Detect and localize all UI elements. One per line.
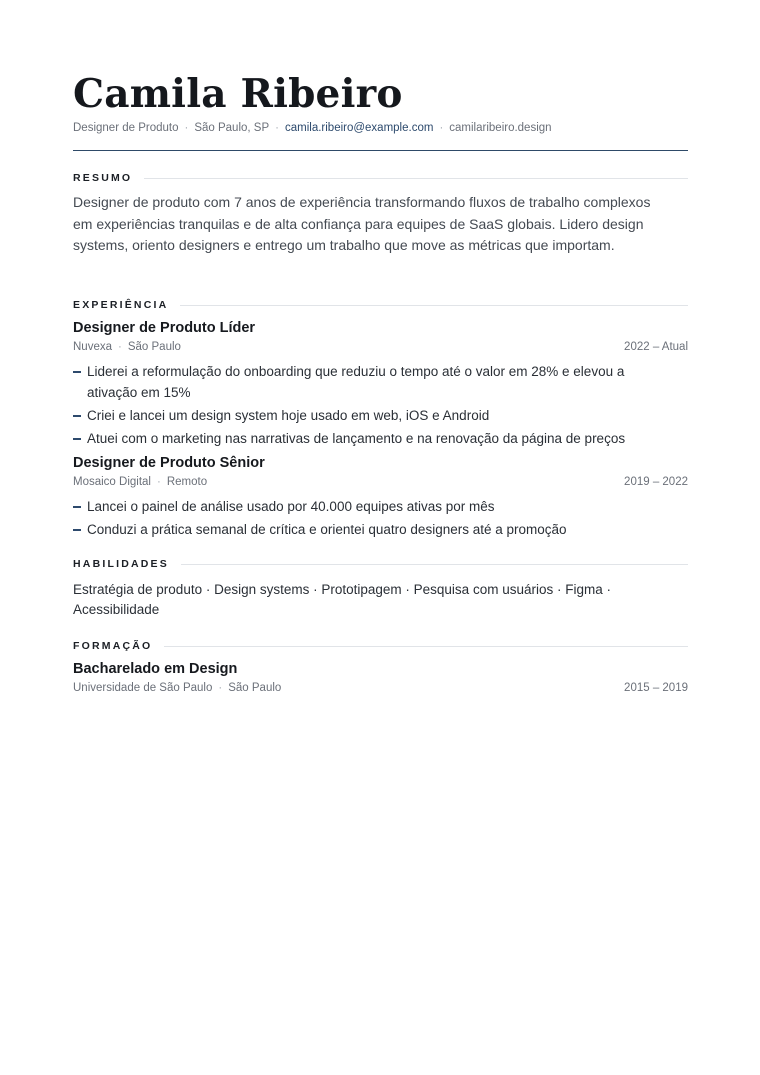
job-meta [73,341,688,353]
list-item: Lancei o painel de análise usado por 40.000 equipes ativas por mês [73,496,673,517]
role: Designer de Produto [73,122,179,134]
dash-icon [73,415,81,417]
separator: · [118,341,122,353]
section-divider [180,305,688,306]
company: Mosaico Digital [73,476,151,488]
dash-icon [73,529,81,531]
dash-icon [73,371,81,373]
company: Nuvexa [73,341,112,353]
website-link[interactable]: camilaribeiro.design [449,122,552,134]
job-meta [73,476,688,488]
job-location: Remoto [166,476,208,488]
dash-icon [73,506,81,508]
job-dates: 2022 – Atual [624,341,688,353]
list-item: Liderei a reformulação do onboarding que reduziu o tempo até o valor em 28% e elevou a ativação em 15% [73,361,673,403]
summary-text: Designer de produto com 7 anos de experiência transformando fluxos de trabalho complexos em experiências tranquilas e de alta confiança para equipes de SaaS globais. Lidero design systems, oriento designers e entrego um trabalho que move as métricas que importam. [73,194,651,253]
section-title: RESUMO [73,172,133,184]
separator: · [156,476,161,488]
section-skills-heading [73,557,688,571]
job-title: Designer de Produto Líder [73,320,256,336]
section-title: HABILIDADES [73,558,169,570]
school: Universidade de São Paulo [73,682,213,694]
section-divider [164,646,688,647]
list-item: Atuei com o marketing nas narrativas de lançamento e na renovação da página de preços [73,428,673,449]
list-item: Criei e lancei um design system hoje usado em web, iOS e Android [73,405,673,426]
list-item: Conduzi a prática semanal de crítica e orientei quatro designers até a promoção [73,519,673,540]
section-title: FORMAÇÃO [73,640,153,652]
education-meta [73,682,688,694]
separator: · [218,682,223,694]
header-divider [73,150,688,151]
separator: · [275,122,279,134]
job-bullets [73,361,673,451]
job-dates: 2019 – 2022 [624,476,688,488]
section-title: EXPERIÊNCIA [73,299,169,311]
location: São Paulo, SP [194,122,270,134]
school-location: São Paulo [228,682,282,694]
job-location: São Paulo [127,341,181,353]
separator: · [439,122,444,134]
section-experience-heading [73,298,688,312]
section-education-heading [73,639,688,653]
separator: · [184,122,189,134]
dash-icon [73,438,81,440]
section-divider [144,178,688,179]
skills-list: Estratégia de produto · Design systems · Prototipagem · Pesquisa com usuários · Figma · Acessibilidade [73,582,611,617]
section-divider [181,564,688,565]
job-bullets [73,496,673,542]
email-link[interactable]: camila.ribeiro@example.com [284,122,434,134]
candidate-name: Camila Ribeiro [73,71,403,117]
degree-title: Bacharelado em Design [73,661,238,677]
job-title: Designer de Produto Sênior [73,455,265,471]
section-summary-heading [73,171,688,185]
contact-line [73,122,552,134]
education-dates: 2015 – 2019 [624,682,688,694]
